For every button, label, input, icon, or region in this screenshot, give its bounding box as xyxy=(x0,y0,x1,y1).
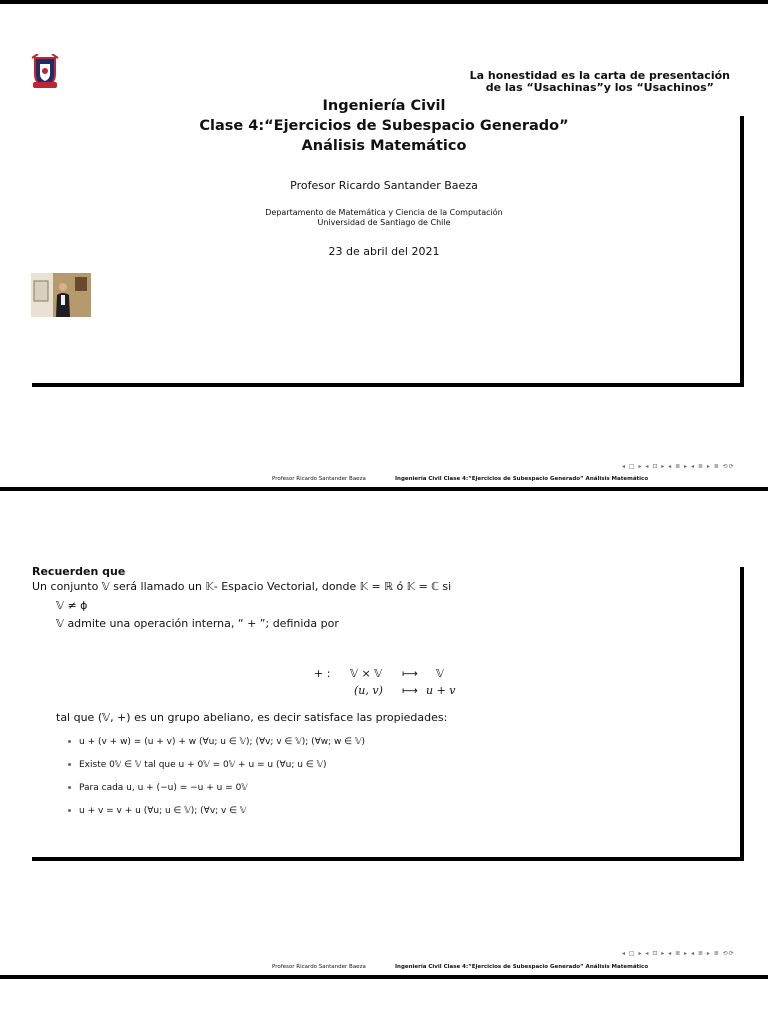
bullet-icon xyxy=(68,786,71,789)
frame-bottom-edge xyxy=(32,383,744,387)
frame-right-edge xyxy=(740,116,744,387)
property-associative xyxy=(68,737,365,747)
title-line-1: Ingeniería Civil xyxy=(322,98,446,114)
footer-author: Profesor Ricardo Santander Baeza xyxy=(272,476,366,482)
property-text: u + (v + w) = (u + v) + w (∀u; u ∈ 𝕍); (∀v; v ∈ 𝕍); (∀w; w ∈ 𝕍) xyxy=(79,737,365,747)
footer-title: Ingeniería Civil Clase 4:“Ejercicios de Subespacio Generado” Análisis Matemático xyxy=(395,964,649,970)
university: Universidad de Santiago de Chile xyxy=(317,218,451,227)
frame-right-edge xyxy=(740,567,744,861)
motto xyxy=(470,70,730,94)
slide-heading: Recuerden que xyxy=(32,565,126,578)
footer-title: Ingeniería Civil Clase 4:“Ejercicios de Subespacio Generado” Análisis Matemático xyxy=(395,476,649,482)
map-result: u + v xyxy=(426,684,456,697)
beamer-nav-icons[interactable]: ◂ □ ▸ ◂ ⊡ ▸ ◂ ≣ ▸ ◂ ≣ ▸ ≣ ⟲⟳ xyxy=(622,950,735,957)
title-line-3: Análisis Matemático xyxy=(301,138,467,154)
definition-intro: Un conjunto 𝕍 será llamado un 𝕂- Espacio Vectorial, donde 𝕂 = ℝ ó 𝕂 = ℂ si xyxy=(32,580,452,593)
property-identity xyxy=(68,760,327,770)
bullet-icon xyxy=(68,740,71,743)
bottom-border xyxy=(0,975,768,979)
bullet-icon xyxy=(68,809,71,812)
map-operator: + : xyxy=(314,667,331,680)
motto-line-1: La honestidad es la carta de presentación xyxy=(469,69,730,82)
title-line-2: Clase 4:“Ejercicios de Subespacio Generado” xyxy=(199,118,569,134)
map-domain: 𝕍 × 𝕍 xyxy=(350,667,383,680)
condition-operation: 𝕍 admite una operación interna, “ + ”; definida por xyxy=(56,617,339,630)
property-inverse xyxy=(68,783,248,793)
condition-nonempty: 𝕍 ≠ ϕ xyxy=(56,599,88,612)
property-text: Existe 0𝕍 ∈ 𝕍 tal que u + 0𝕍 = 0𝕍 + u = u (∀u; u ∈ 𝕍) xyxy=(79,760,327,770)
slide-title xyxy=(0,4,768,484)
map-codomain: 𝕍 xyxy=(436,667,444,680)
abelian-statement: tal que (𝕍, +) es un grupo abeliano, es decir satisface las propiedades: xyxy=(56,711,448,724)
date: 23 de abril del 2021 xyxy=(328,245,440,258)
map-pair: (u, v) xyxy=(354,684,383,697)
frame-bottom-edge xyxy=(32,857,744,861)
department: Departamento de Matemática y Ciencia de la Computación xyxy=(265,208,503,217)
beamer-nav-icons[interactable]: ◂ □ ▸ ◂ ⊡ ▸ ◂ ≣ ▸ ◂ ≣ ▸ ≣ ⟲⟳ xyxy=(622,463,735,470)
property-text: Para cada u, u + (−u) = −u + u = 0𝕍 xyxy=(79,783,248,793)
bullet-icon xyxy=(68,763,71,766)
map-arrow-2: ⟼ xyxy=(402,684,418,697)
motto-line-2: de las “Usachinas”y los “Usachinos” xyxy=(485,81,714,94)
university-crest-icon xyxy=(30,54,60,90)
slide-vector-space xyxy=(0,491,768,971)
professor-photo xyxy=(31,273,91,317)
footer-author: Profesor Ricardo Santander Baeza xyxy=(272,964,366,970)
author: Profesor Ricardo Santander Baeza xyxy=(290,179,478,192)
property-text: u + v = v + u (∀u; u ∈ 𝕍); (∀v; v ∈ 𝕍 xyxy=(79,806,247,816)
map-arrow-1: ⟼ xyxy=(402,667,418,680)
property-commutative xyxy=(68,806,246,816)
